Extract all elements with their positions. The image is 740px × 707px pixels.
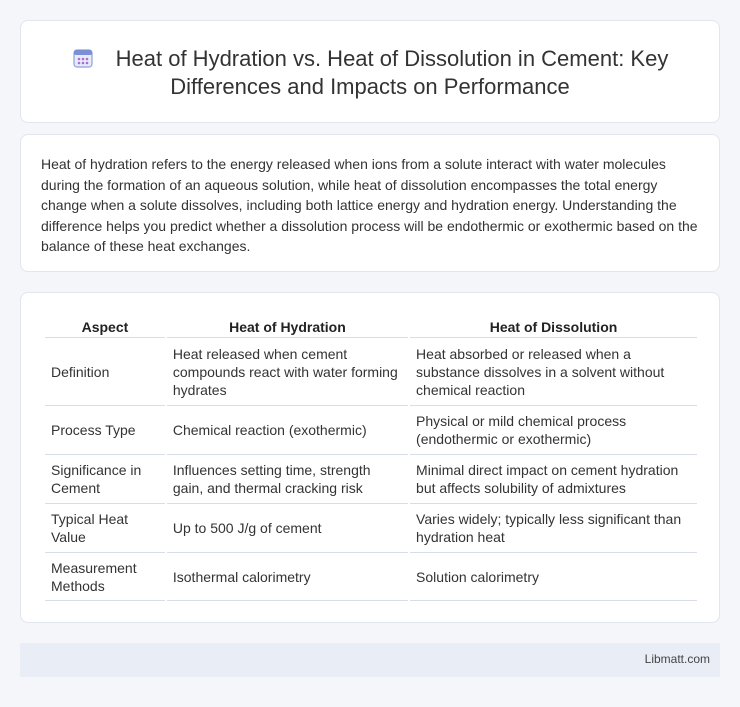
table-row (45, 553, 697, 601)
footer-brand-link[interactable]: Libmatt.com (644, 652, 710, 666)
calendar-icon (72, 47, 94, 69)
row-aspect: Typical Heat Value (45, 504, 165, 553)
footer-bar (20, 643, 720, 677)
title-wrap (41, 45, 699, 101)
row-hydration: Up to 500 J/g of cement (167, 504, 408, 553)
header-heat-of-hydration: Heat of Hydration (167, 316, 408, 338)
page-title: Heat of Hydration vs. Heat of Dissolution in Cement: Key Differences and Impacts on Performance (115, 46, 669, 99)
row-dissolution: Physical or mild chemical process (endothermic or exothermic) (410, 406, 697, 455)
row-hydration: Isothermal calorimetry (167, 553, 408, 601)
table-header-row (45, 316, 697, 338)
row-aspect: Measurement Methods (45, 553, 165, 601)
row-aspect: Process Type (45, 406, 165, 455)
title-card (20, 20, 720, 123)
row-dissolution: Solution calorimetry (410, 553, 697, 601)
row-dissolution: Varies widely; typically less significant than hydration heat (410, 504, 697, 553)
intro-paragraph: Heat of hydration refers to the energy released when ions from a solute interact with water molecules during the formation of an aqueous solution, while heat of dissolution encompasses the total energy change when a solute dissolves, including both lattice energy and hydration energy. Understanding the difference helps you predict whether a dissolution process will be endothermic or exothermic based on the balance of these heat exchanges. (41, 156, 698, 254)
comparison-table (43, 316, 699, 601)
table-row (45, 338, 697, 406)
row-hydration: Heat released when cement compounds react with water forming hydrates (167, 338, 408, 406)
row-hydration: Chemical reaction (exothermic) (167, 406, 408, 455)
row-hydration: Influences setting time, strength gain, and thermal cracking risk (167, 455, 408, 504)
intro-card (20, 134, 720, 272)
header-heat-of-dissolution: Heat of Dissolution (410, 316, 697, 338)
table-row (45, 406, 697, 455)
table-row (45, 504, 697, 553)
row-aspect: Definition (45, 338, 165, 406)
comparison-table-card (20, 292, 720, 623)
table-row (45, 455, 697, 504)
row-aspect: Significance in Cement (45, 455, 165, 504)
header-aspect: Aspect (45, 316, 165, 338)
row-dissolution: Heat absorbed or released when a substance dissolves in a solvent without chemical reaction (410, 338, 697, 406)
row-dissolution: Minimal direct impact on cement hydration but affects solubility of admixtures (410, 455, 697, 504)
